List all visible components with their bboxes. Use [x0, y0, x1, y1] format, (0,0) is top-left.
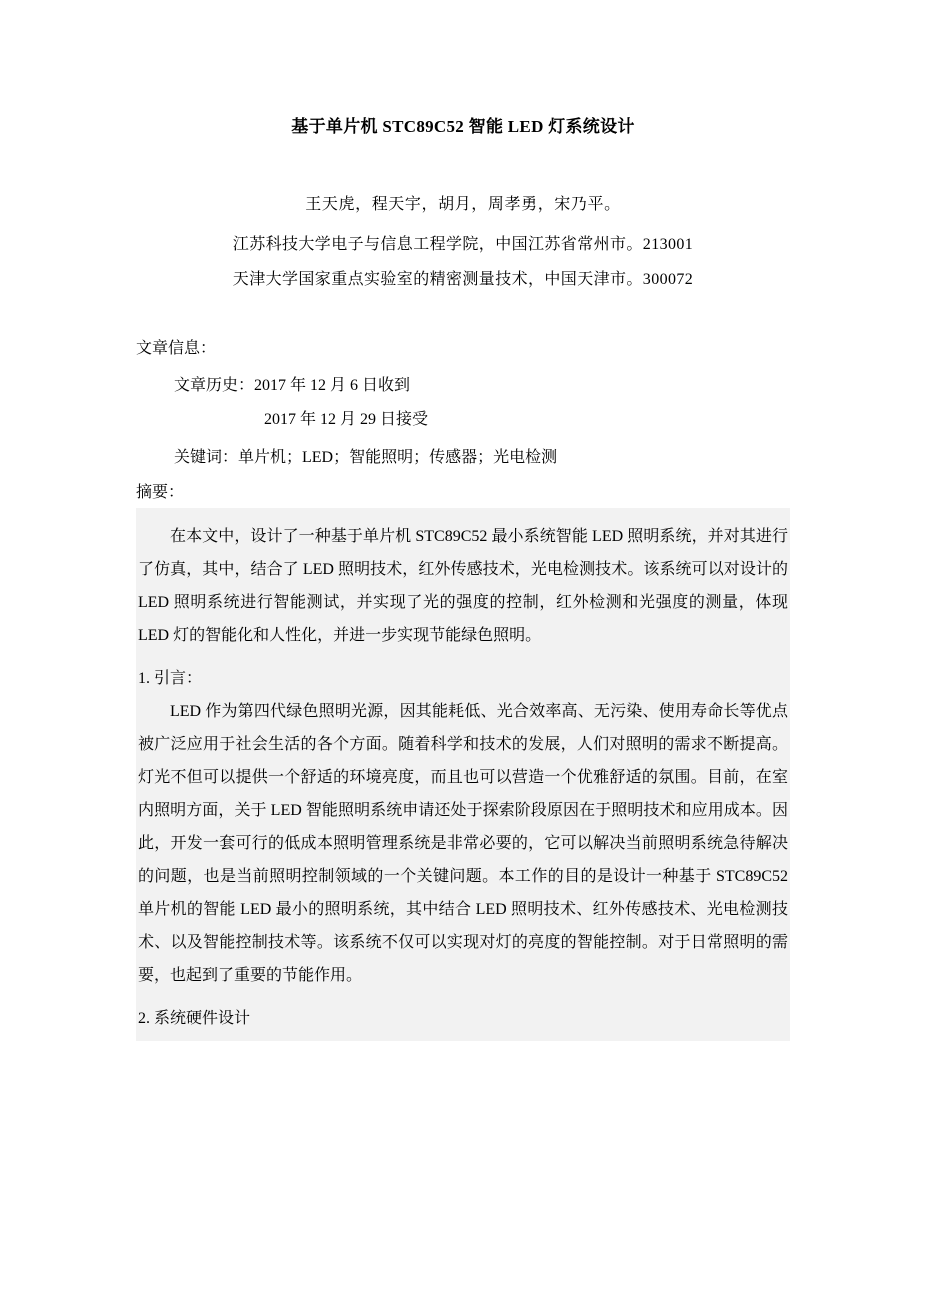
shaded-region	[136, 508, 790, 1041]
affiliation-secondary: 天津大学国家重点实验室的精密测量技术，中国天津市。300072	[232, 271, 694, 288]
affiliation-primary: 江苏科技大学电子与信息工程学院，中国江苏省常州市。213001	[232, 236, 694, 253]
document-body	[136, 0, 790, 1041]
section-2-heading: 2. 系统硬件设计	[138, 1010, 251, 1027]
abstract-text: 在本文中，设计了一种基于单片机 STC89C52 最小系统智能 LED 照明系统，并对其进行了仿真，其中，结合了 LED 照明技术，红外传感技术，光电检测技术。该系统可以对设计的 LED 照明系统进行智能测试，并实现了光的强度的控制，红外检测和光强度的测量，体现 LED 灯的智能化和人性化，并进一步实现节能绿色照明。	[138, 528, 788, 644]
section-1-heading: 1. 引言：	[138, 670, 203, 687]
page-title: 基于单片机 STC89C52 智能 LED 灯系统设计	[291, 117, 635, 136]
article-history-received: 文章历史：2017 年 12 月 6 日收到	[174, 377, 411, 394]
article-info-label: 文章信息：	[136, 340, 217, 357]
author-list: 王天虎，程天宇，胡月，周孝勇，宋乃平。	[305, 196, 621, 213]
keywords-line: 关键词：单片机；LED；智能照明；传感器；光电检测	[174, 449, 558, 466]
abstract-label: 摘要：	[136, 484, 185, 501]
article-history-accepted: 2017 年 12 月 29 日接受	[264, 411, 429, 428]
section-1-text: LED 作为第四代绿色照明光源，因其能耗低、光合效率高、无污染、使用寿命长等优点被广泛应用于社会生活的各个方面。随着科学和技术的发展，人们对照明的需求不断提高。灯光不但可以提供一个舒适的环境亮度，而且也可以营造一个优雅舒适的氛围。目前，在室内照明方面，关于 LED 智能照明系统申请还处于探索阶段原因在于照明技术和应用成本。因此，开发一套可行的低成本照明管理系统是非常必要的，它可以解决当前照明系统急待解决的问题，也是当前照明控制领域的一个关键问题。本工作的目的是设计一种基于 STC89C52 单片机的智能 LED 最小的照明系统，其中结合 LED 照明技术、红外传感技术、光电检测技术、以及智能控制技术等。该系统不仅可以实现对灯的亮度的智能控制。对于日常照明的需要，也起到了重要的节能作用。	[138, 703, 788, 984]
